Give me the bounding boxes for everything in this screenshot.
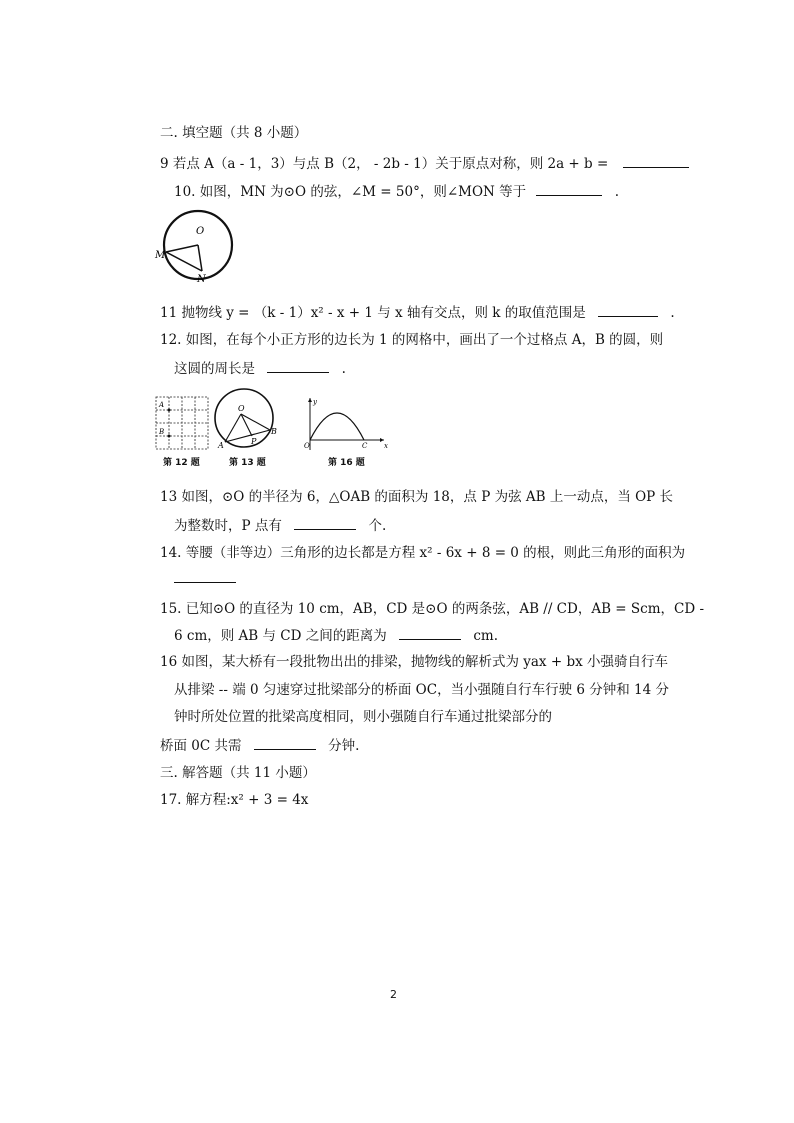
question-16-end: 分钟. bbox=[328, 738, 360, 754]
question-12-text: 这圆的周长是 bbox=[174, 361, 255, 377]
f13-label-a: A bbox=[218, 441, 224, 450]
f13-label-p: P bbox=[251, 437, 257, 446]
question-12-line-2 bbox=[174, 358, 346, 379]
question-12-line-1: 12. 如图，在每个小正方形的边长为 1 的网格中，画出了一个过格点 A，B 的圆，则 bbox=[160, 332, 664, 348]
f16-label-c: C bbox=[362, 442, 368, 450]
question-11 bbox=[160, 302, 675, 323]
question-9-text: 9 若点 A（a - 1，3）与点 B（2， - 2b - 1）关于原点对称，则 2a + b = bbox=[160, 156, 609, 172]
question-16-text: 桥面 0C 共需 bbox=[160, 738, 242, 754]
question-13-line-2 bbox=[174, 515, 386, 536]
figure-13-circle bbox=[208, 386, 280, 452]
question-15-line-2 bbox=[174, 625, 498, 646]
q10-fig-label-m: M bbox=[155, 250, 166, 261]
f12-label-b: B bbox=[159, 428, 165, 436]
question-15-text: 6 cm，则 AB 与 CD 之间的距离为 bbox=[174, 628, 387, 644]
question-16-line-2: 从排梁 -- 端 0 匀速穿过批梁部分的桥面 OC，当小强随自行车行驶 6 分钟和 14 分 bbox=[174, 682, 669, 698]
f16-label-x: x bbox=[384, 442, 388, 450]
f13-label-o: O bbox=[238, 404, 245, 413]
question-10-text: 10. 如图，MN 为⊙O 的弦，∠M = 50°，则∠MON 等于 bbox=[174, 184, 527, 200]
question-15-answer-blank[interactable] bbox=[399, 625, 461, 640]
figure-12-grid bbox=[155, 396, 211, 452]
figure-13-caption: 第 13 题 bbox=[229, 458, 266, 468]
question-9 bbox=[160, 153, 689, 174]
question-10 bbox=[174, 181, 619, 202]
question-11-text: 11 抛物线 y = （k - 1）x² - x + 1 与 x 轴有交点，则 k 的取值范围是 bbox=[160, 305, 586, 321]
question-15-end: cm. bbox=[473, 628, 498, 644]
question-11-end: . bbox=[670, 305, 675, 321]
figure-12-caption: 第 12 题 bbox=[163, 458, 200, 468]
f12-label-a: A bbox=[159, 401, 165, 409]
section-3-heading: 三. 解答题（共 11 小题） bbox=[160, 765, 316, 781]
question-13-text: 为整数时，P 点有 bbox=[174, 518, 282, 534]
question-16-line-1: 16 如图，某大桥有一段批物出出的排梁，抛物线的解析式为 yax + bx 小强骑自行车 bbox=[160, 654, 668, 670]
q10-fig-label-o: O bbox=[196, 226, 205, 237]
question-13-line-1: 13 如图，⊙O 的半径为 6，△OAB 的面积为 18，点 P 为弦 AB 上一动点，当 OP 长 bbox=[160, 489, 674, 505]
question-14-answer-blank[interactable] bbox=[174, 568, 236, 583]
f16-label-y: y bbox=[313, 398, 317, 406]
f16-label-o: O bbox=[304, 442, 310, 450]
question-16-line-4 bbox=[160, 735, 359, 756]
section-2-heading: 二. 填空题（共 8 小题） bbox=[160, 125, 308, 141]
question-9-answer-blank[interactable] bbox=[623, 153, 689, 168]
q10-fig-label-n: N bbox=[197, 274, 206, 285]
question-14-line-1: 14. 等腰（非等边）三角形的边长都是方程 x² - 6x + 8 = 0 的根，则此三角形的面积为 bbox=[160, 545, 686, 561]
question-16-answer-blank[interactable] bbox=[254, 735, 316, 750]
question-10-answer-blank[interactable] bbox=[536, 181, 602, 196]
question-10-circle-figure bbox=[150, 200, 240, 290]
question-14-line-2 bbox=[174, 568, 236, 589]
question-10-end: . bbox=[614, 184, 620, 200]
figure-16-caption: 第 16 题 bbox=[328, 458, 365, 468]
figure-16-parabola bbox=[300, 394, 390, 452]
question-12-answer-blank[interactable] bbox=[267, 358, 329, 373]
question-12-end: . bbox=[341, 361, 346, 377]
question-15-line-1: 15. 已知⊙O 的直径为 10 cm，AB，CD 是⊙O 的两条弦，AB // CD，AB = Scm，CD - bbox=[160, 601, 705, 617]
f13-label-b: B bbox=[271, 427, 277, 436]
question-17: 17. 解方程:x² + 3 = 4x bbox=[160, 792, 309, 808]
question-13-end: 个. bbox=[368, 518, 387, 534]
question-13-answer-blank[interactable] bbox=[294, 515, 356, 530]
page-number: 2 bbox=[390, 988, 397, 1001]
question-11-answer-blank[interactable] bbox=[598, 302, 658, 317]
question-16-line-3: 钟时所处位置的批梁高度相同，则小强随自行车通过批梁部分的 bbox=[174, 709, 552, 725]
